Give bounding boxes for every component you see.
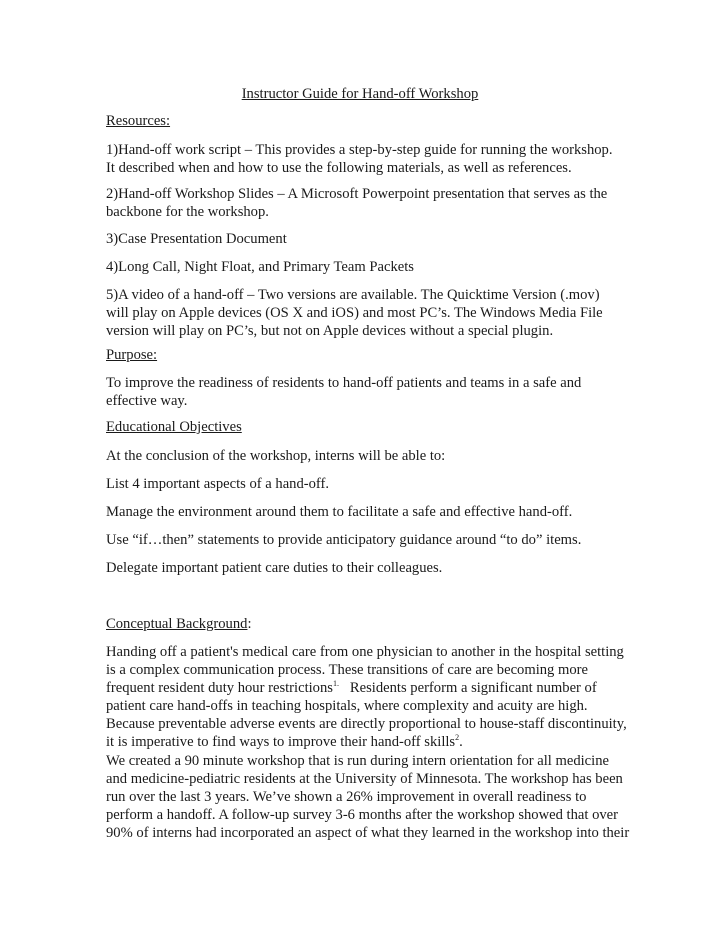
text-line: Handing off a patient's medical care from one physician to another in the hospital setting [106,644,624,660]
background-heading-text: Conceptual Background [106,616,248,632]
resource-item-3: 3)Case Presentation Document [106,231,287,247]
resource-item-1 [106,141,626,177]
text-line: We created a 90 minute workshop that is run during intern orientation for all medicine [106,753,609,769]
text-line: It described when and how to use the following materials, as well as references. [106,160,572,176]
footnote-ref-1: 1. [332,679,339,688]
purpose-heading: Purpose: [106,347,158,363]
text-line [106,733,626,751]
objective-item: List 4 important aspects of a hand-off. [106,476,330,492]
background-heading-colon: : [247,616,252,632]
text-line: 5)A video of a hand-off – Two versions are available. The Quicktime Version (.mov) [106,287,600,303]
text-run: it is imperative to find ways to improve their hand-off skills [106,734,456,750]
background-paragraph-1 [106,643,626,751]
objectives-intro: At the conclusion of the workshop, interns will be able to: [106,448,446,464]
resource-item-2 [106,185,626,221]
objective-item: Delegate important patient care duties to their colleagues. [106,560,443,576]
text-line: effective way. [106,393,188,409]
background-heading [106,615,626,633]
objective-item: Use “if…then” statements to provide anticipatory guidance around “to do” items. [106,532,582,548]
text-line: 2)Hand-off Workshop Slides – A Microsoft Powerpoint presentation that serves as the [106,186,608,202]
resource-item-5 [106,286,626,340]
text-line: and medicine-pediatric residents at the University of Minnesota. The workshop has been [106,771,623,787]
text-line: patient care hand-offs in teaching hospitals, where complexity and acuity are high. [106,698,588,714]
document-title: Instructor Guide for Hand-off Workshop [241,86,479,102]
text-line: perform a handoff. A follow-up survey 3-6 months after the workshop showed that over [106,807,619,823]
text-line: is a complex communication process. These transitions of care are becoming more [106,662,588,678]
text-line: Because preventable adverse events are directly proportional to house-staff discontinuity, [106,716,627,732]
text-line: 1)Hand-off work script – This provides a step-by-step guide for running the workshop. [106,142,613,158]
text-line: backbone for the workshop. [106,204,269,220]
text-line [106,679,626,697]
text-line: run over the last 3 years. We’ve shown a 26% improvement in overall readiness to [106,789,587,805]
text-run: Residents perform a significant number of [338,680,597,696]
text-line: To improve the readiness of residents to hand-off patients and teams in a safe and [106,375,582,391]
footnote-ref-2: 2 [455,733,460,742]
text-line: 90% of interns had incorporated an aspect of what they learned in the workshop into their [106,825,630,841]
text-line: version will play on PC’s, but not on Apple devices without a special plugin. [106,323,554,339]
background-paragraph-2 [106,752,630,842]
resource-item-4: 4)Long Call, Night Float, and Primary Team Packets [106,259,414,275]
text-run: . [459,734,463,750]
text-line: will play on Apple devices (OS X and iOS) and most PC’s. The Windows Media File [106,305,603,321]
purpose-text [106,374,626,410]
resources-heading: Resources: [106,113,171,129]
text-run: frequent resident duty hour restrictions [106,680,333,696]
objectives-heading: Educational Objectives [106,419,242,435]
objective-item: Manage the environment around them to facilitate a safe and effective hand-off. [106,504,573,520]
